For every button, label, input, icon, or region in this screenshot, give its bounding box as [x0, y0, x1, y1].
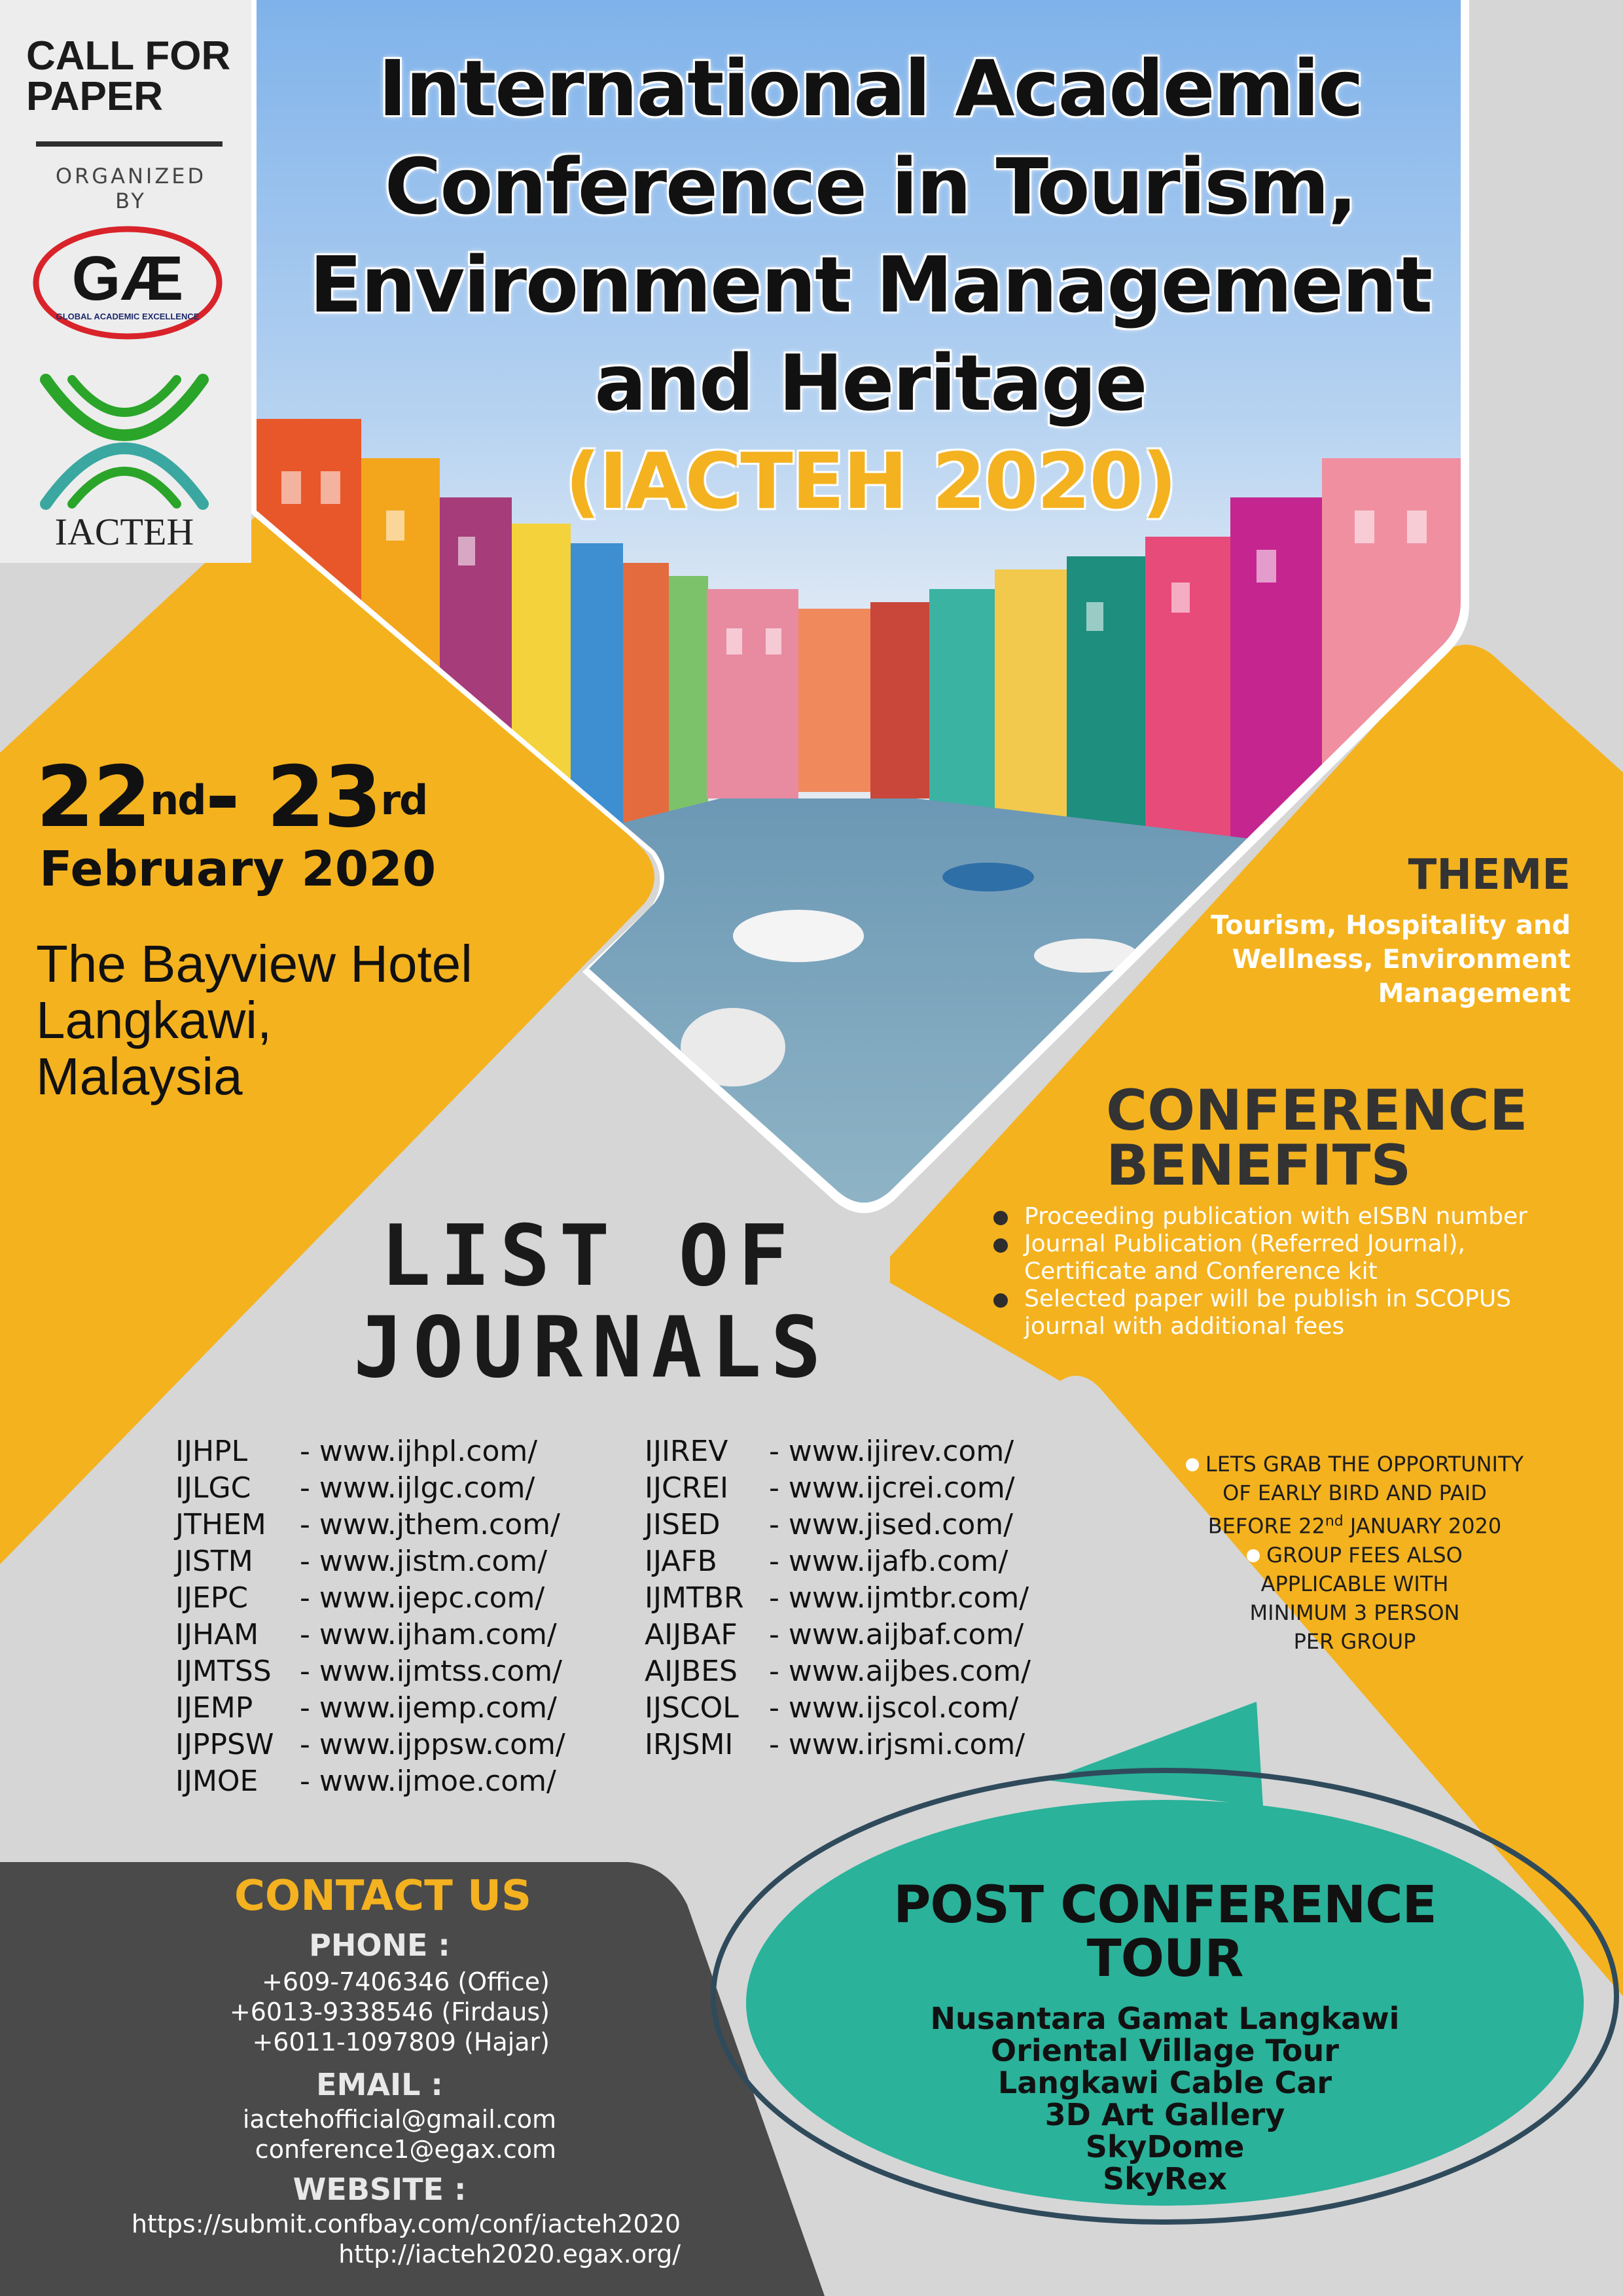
title-line1: International Academic	[378, 43, 1363, 134]
early-bird-line2: OF EARLY BIRD AND PAID	[1222, 1480, 1487, 1505]
journal-row	[175, 1727, 633, 1763]
list-item: Oriental Village Tour	[991, 2033, 1339, 2068]
journal-code: JISTM	[175, 1545, 253, 1578]
journal-code: IJHPL	[175, 1435, 248, 1468]
journal-link[interactable]: - www.irjsmi.com/	[769, 1728, 1026, 1761]
svg-text:IACTEH: IACTEH	[54, 511, 194, 553]
journal-code: IJMOE	[175, 1765, 259, 1798]
benefit-text: Proceeding publication with eISBN number	[1024, 1203, 1527, 1230]
journal-row	[645, 1727, 1103, 1763]
list-item: Nusantara Gamat Langkawi	[930, 2001, 1400, 2036]
list-item: Langkawi Cable Car	[997, 2065, 1332, 2100]
early-bird-line3: BEFORE 22	[1207, 1513, 1325, 1539]
phone-office: +609-7406346 (Office)	[262, 1967, 550, 1996]
journal-row	[645, 1433, 1103, 1470]
journal-row	[175, 1470, 633, 1507]
benefits-list	[988, 1203, 1590, 1340]
journal-link[interactable]: - www.ijppsw.com/	[300, 1728, 565, 1761]
journal-row	[645, 1690, 1103, 1727]
theme-line3: Management	[1378, 978, 1571, 1009]
theme-text	[1113, 908, 1571, 1011]
journals-heading-line2: JOURNALS	[353, 1299, 830, 1397]
call-for-paper-line2: PAPER	[26, 74, 164, 119]
journal-row	[175, 1543, 633, 1580]
journal-code: JISED	[645, 1508, 721, 1541]
journal-code: IJMTSS	[175, 1655, 272, 1688]
journal-row	[645, 1580, 1103, 1617]
journal-code: IJLGC	[175, 1471, 251, 1505]
journal-row	[175, 1617, 633, 1653]
benefit-text: Journal Publication (Referred Journal), Certificate and Conference kit	[1024, 1230, 1465, 1285]
organized-by: ORGANIZED BY	[55, 164, 207, 213]
journal-code: AIJBES	[645, 1655, 738, 1688]
journal-link[interactable]: - www.ijham.com/	[300, 1618, 557, 1651]
journal-link[interactable]: - www.ijepc.com/	[300, 1581, 545, 1615]
website-submit[interactable]: https://submit.confbay.com/conf/iacteh2020	[131, 2210, 681, 2238]
tour-heading	[851, 1878, 1479, 1986]
journal-link[interactable]: - www.jistm.com/	[300, 1545, 548, 1578]
early-bird-line3-end: JANUARY 2020	[1343, 1513, 1502, 1539]
early-bird-line1: LETS GRAB THE OPPORTUNITY	[1205, 1452, 1524, 1477]
early-bird-line6: MINIMUM 3 PERSON	[1249, 1600, 1460, 1625]
phone-list	[196, 1967, 550, 2057]
journal-link[interactable]: - www.jised.com/	[769, 1508, 1013, 1541]
journal-link[interactable]: - www.jthem.com/	[300, 1508, 560, 1541]
journal-code: IJCREI	[645, 1471, 729, 1505]
website-list	[65, 2209, 681, 2269]
list-item	[988, 1285, 1590, 1340]
bullet-icon	[1247, 1549, 1260, 1562]
day2: 23	[266, 749, 381, 846]
title-line2: Conference in Tourism,	[384, 141, 1357, 232]
phone-label: PHONE :	[309, 1928, 450, 1963]
venue	[36, 936, 473, 1105]
journal-row	[645, 1653, 1103, 1690]
day2-suffix: rd	[380, 776, 427, 824]
title-line3: Environment Management	[309, 240, 1432, 330]
journal-link[interactable]: - www.ijhpl.com/	[300, 1435, 538, 1468]
title-acronym: (IACTEH 2020)	[565, 436, 1176, 526]
day1-suffix: nd	[150, 776, 205, 824]
journal-code: IJMTBR	[645, 1581, 744, 1615]
journal-link[interactable]: - www.ijmoe.com/	[300, 1765, 556, 1798]
journal-code: IJEPC	[175, 1581, 249, 1615]
divider	[36, 141, 223, 147]
journal-row	[175, 1507, 633, 1543]
early-bird-notice	[1139, 1450, 1571, 1656]
email-label: EMAIL :	[316, 2067, 443, 2102]
benefits-heading-line1: CONFERENCE	[1106, 1078, 1528, 1143]
email-conference[interactable]: conference1@egax.com	[255, 2135, 556, 2164]
list-item: SkyDome	[1085, 2129, 1245, 2164]
theme-line2: Wellness, Environment	[1232, 944, 1571, 975]
journal-list-left	[175, 1433, 633, 1800]
journal-link[interactable]: - www.aijbes.com/	[769, 1655, 1031, 1688]
tour-heading-line2: TOUR	[1086, 1929, 1243, 1988]
journal-link[interactable]: - www.ijemp.com/	[300, 1691, 557, 1725]
journal-code: IJAFB	[645, 1545, 717, 1578]
venue-line1: The Bayview Hotel	[36, 935, 473, 993]
iacteh-logo-icon	[36, 367, 213, 556]
journal-link[interactable]: - www.ijlgc.com/	[300, 1471, 535, 1505]
list-item	[988, 1203, 1590, 1230]
early-bird-suffix: nd	[1325, 1513, 1344, 1530]
journal-row	[645, 1507, 1103, 1543]
gae-logo	[29, 223, 226, 347]
theme-line1: Tourism, Hospitality and	[1211, 910, 1571, 941]
bullet-icon	[993, 1211, 1008, 1225]
journal-row	[645, 1470, 1103, 1507]
bullet-icon	[993, 1238, 1008, 1253]
journal-row	[175, 1433, 633, 1470]
day1: 22	[36, 749, 151, 846]
conference-title	[268, 39, 1472, 530]
contact-heading: CONTACT US	[234, 1872, 532, 1920]
title-line4: and Heritage	[594, 338, 1147, 428]
journals-heading-line1: LIST OF	[380, 1208, 798, 1305]
svg-text:GÆ: GÆ	[71, 243, 184, 314]
email-official[interactable]: iactehofficial@gmail.com	[242, 2105, 556, 2134]
tour-heading-line1: POST CONFERENCE	[893, 1876, 1436, 1935]
benefits-heading-line2: BENEFITS	[1106, 1133, 1412, 1198]
journal-code: IJIREV	[645, 1435, 728, 1468]
call-for-paper-line1: CALL FOR	[26, 33, 231, 79]
journal-code: IRJSMI	[645, 1728, 734, 1761]
journal-code: IJEMP	[175, 1691, 253, 1725]
list-item	[988, 1230, 1590, 1285]
tour-list	[851, 2003, 1479, 2195]
venue-line2: Langkawi,	[36, 991, 272, 1049]
journal-link[interactable]: - www.ijcrei.com/	[769, 1471, 1015, 1505]
bullet-icon	[993, 1293, 1008, 1308]
journal-code: IJSCOL	[645, 1691, 739, 1725]
call-for-paper	[26, 33, 231, 119]
journal-link[interactable]: - www.aijbaf.com/	[769, 1618, 1024, 1651]
journals-heading	[353, 1208, 830, 1397]
gae-logo-icon	[29, 223, 226, 347]
list-item: SkyRex	[1103, 2161, 1227, 2197]
journal-code: IJHAM	[175, 1618, 259, 1651]
event-dates	[36, 749, 427, 846]
journal-row	[175, 1653, 633, 1690]
website-label: WEBSITE :	[293, 2172, 467, 2207]
website-main[interactable]: http://iacteh2020.egax.org/	[338, 2240, 681, 2269]
journal-row	[645, 1543, 1103, 1580]
journal-row	[175, 1763, 633, 1800]
journal-list-right	[645, 1433, 1103, 1763]
event-month: February 2020	[39, 841, 437, 897]
journal-code: IJPPSW	[175, 1728, 274, 1761]
journal-code: JTHEM	[175, 1508, 266, 1541]
theme-heading: THEME	[1408, 851, 1571, 899]
benefits-heading	[1106, 1078, 1564, 1198]
email-list	[183, 2104, 556, 2164]
bullet-icon	[1186, 1458, 1199, 1471]
journal-row	[175, 1580, 633, 1617]
iacteh-logo	[36, 367, 213, 556]
phone-hajar: +6011-1097809 (Hajar)	[252, 2028, 550, 2056]
early-bird-line7: PER GROUP	[1293, 1628, 1416, 1654]
journal-link[interactable]: - www.ijmtss.com/	[300, 1655, 562, 1688]
journal-link[interactable]: - www.ijafb.com/	[769, 1545, 1008, 1578]
early-bird-line4: GROUP FEES ALSO	[1266, 1542, 1463, 1568]
journal-link[interactable]: - www.ijirev.com/	[769, 1435, 1014, 1468]
svg-text:GLOBAL ACADEMIC EXCELLENCE: GLOBAL ACADEMIC EXCELLENCE	[56, 312, 200, 321]
journal-link[interactable]: - www.ijmtbr.com/	[769, 1581, 1029, 1615]
benefit-text: Selected paper will be publish in SCOPUS journal with additional fees	[1024, 1285, 1512, 1340]
venue-line3: Malaysia	[36, 1047, 243, 1105]
journal-link[interactable]: - www.ijscol.com/	[769, 1691, 1019, 1725]
journal-code: AIJBAF	[645, 1618, 738, 1651]
journal-row	[645, 1617, 1103, 1653]
early-bird-line5: APPLICABLE WITH	[1260, 1571, 1449, 1596]
list-item: 3D Art Gallery	[1044, 2097, 1285, 2132]
date-separator: -	[205, 749, 267, 846]
phone-firdaus: +6013-9338546 (Firdaus)	[229, 1998, 550, 2026]
journal-row	[175, 1690, 633, 1727]
